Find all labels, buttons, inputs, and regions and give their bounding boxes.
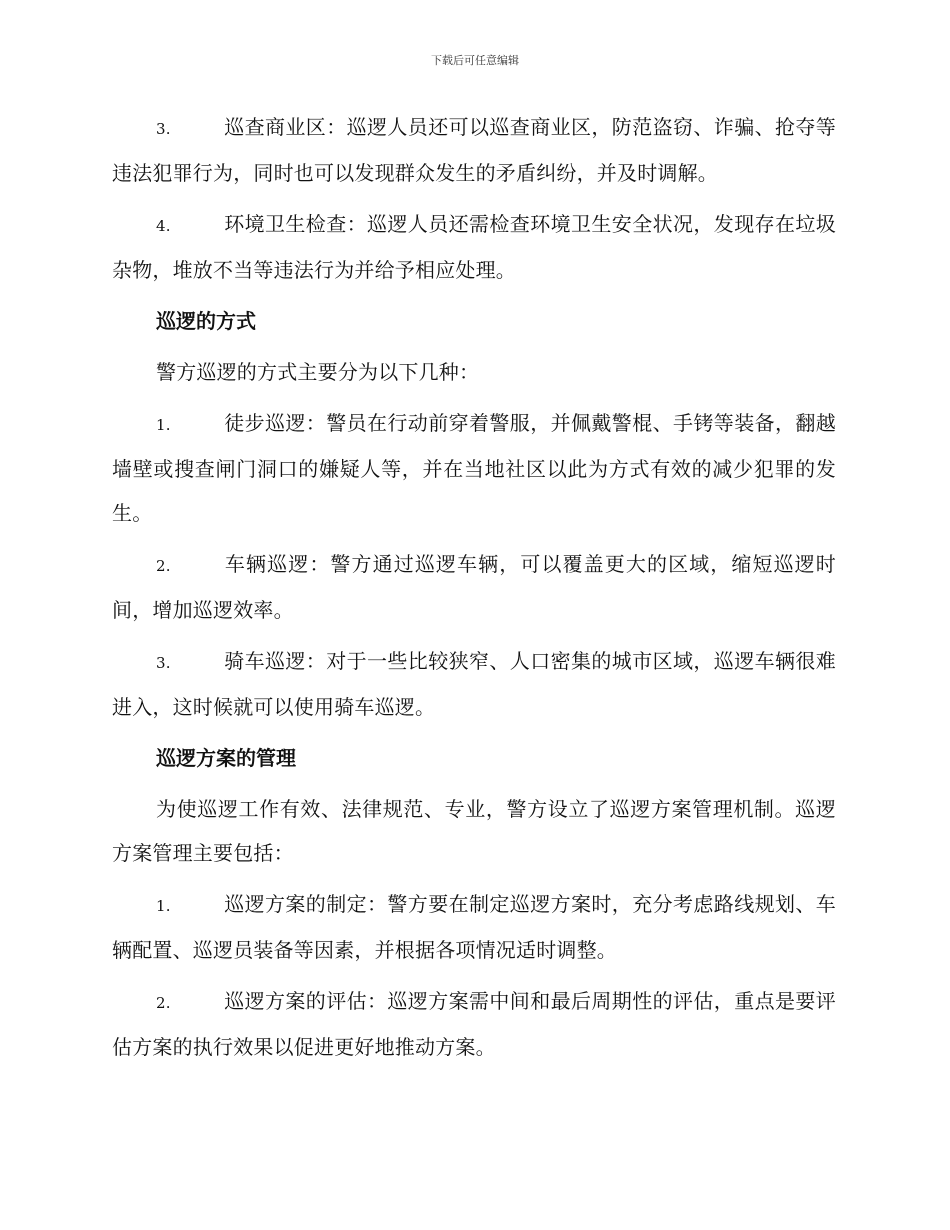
list-text: 徒步巡逻：警员在行动前穿着警服，并佩戴警棍、手铐等装备，翻越墙壁或搜查闸门洞口的嫌疑人等，并在当地社区以此为方式有效的减少犯罪的发生。 xyxy=(112,411,836,525)
list-text: 车辆巡逻：警方通过巡逻车辆，可以覆盖更大的区域，缩短巡逻时间，增加巡逻效率。 xyxy=(112,552,836,622)
list-number: 4. xyxy=(156,217,171,235)
list-item-plan-evaluation xyxy=(112,979,836,1069)
list-text: 巡查商业区：巡逻人员还可以巡查商业区，防范盗窃、诈骗、抢夺等违法犯罪行为，同时也可以发现群众发生的矛盾纠纷，并及时调解。 xyxy=(112,115,836,185)
list-item-patrol-commercial xyxy=(112,105,836,195)
section-heading-management: 巡逻方案的管理 xyxy=(156,746,296,770)
list-number: 3. xyxy=(156,654,171,672)
list-text: 巡逻方案的制定：警方要在制定巡逻方案时，充分考虑路线规划、车辆配置、巡逻员装备等因素，并根据各项情况适时调整。 xyxy=(112,892,836,962)
list-number: 2. xyxy=(156,557,171,575)
section-heading-methods: 巡逻的方式 xyxy=(156,309,256,333)
paragraph-management-intro: 为使巡逻工作有效、法律规范、专业，警方设立了巡逻方案管理机制。巡逻方案管理主要包括： xyxy=(112,797,836,865)
document-body xyxy=(112,105,836,1076)
list-item-vehicle-patrol xyxy=(112,542,836,632)
page-header: 下载后可任意编辑 xyxy=(431,54,519,67)
list-item-sanitation xyxy=(112,202,836,292)
list-text: 骑车巡逻：对于一些比较狭窄、人口密集的城市区域，巡逻车辆很难进入，这时候就可以使用骑车巡逻。 xyxy=(112,649,836,719)
list-number: 1. xyxy=(156,897,171,915)
list-text: 巡逻方案的评估：巡逻方案需中间和最后周期性的评估，重点是要评估方案的执行效果以促进更好地推动方案。 xyxy=(112,989,836,1059)
list-number: 1. xyxy=(156,416,171,434)
list-item-plan-formulation xyxy=(112,882,836,972)
list-item-bike-patrol xyxy=(112,639,836,729)
list-number: 2. xyxy=(156,994,171,1012)
list-text: 环境卫生检查：巡逻人员还需检查环境卫生安全状况，发现存在垃圾杂物，堆放不当等违法行为并给予相应处理。 xyxy=(112,212,836,282)
paragraph-methods-intro: 警方巡逻的方式主要分为以下几种： xyxy=(156,360,480,384)
list-item-foot-patrol xyxy=(112,401,836,535)
list-number: 3. xyxy=(156,120,171,138)
